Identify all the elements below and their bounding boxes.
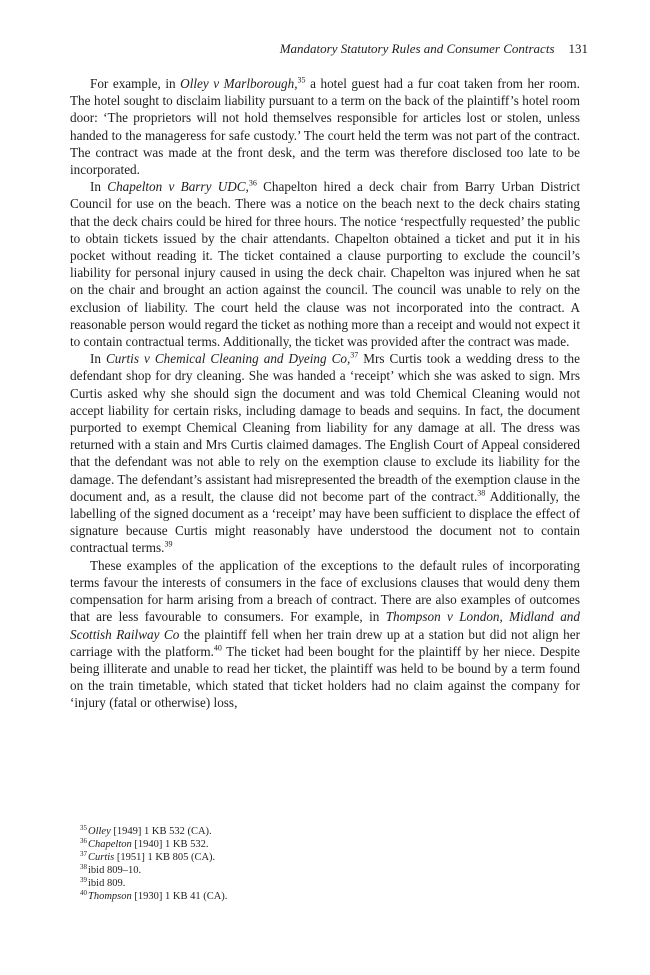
text-run: The ticket had been bought for the plaintiff by her niece. Despite being illiterate and unable to read her ticket, the plaintiff was held to be bound by a term found on the train timetable, which stated that ticket holders had no claim against the company for ‘injury (fatal or otherwise) loss, — [70, 643, 580, 711]
text-run: Chapelton hired a deck chair from Barry Urban District Council for use on the beach. There was a notice on the beach next to the deck chairs stating that the deck chairs could be hired for three hours. The notice ‘respectfully requested’ the public to obtain tickets issued by the chair attendants. Chapelton obtained a ticket and put it in his pocket without reading it. The ticket contained a clause purporting to exclude the council’s liability for personal injury caused in using the deck chair. Chapelton was injured when he sat on the chair and brought an action against the council. The council was unable to rely on the exclusion of liability. The court held the clause was not incorporated into the contract. A reasonable person would regard the ticket as nothing more than a receipt and would not expect it to contain contractual terms. Additionally, the ticket was provided after the contract was made. — [70, 179, 580, 350]
case-name: Olley v Marlborough, — [180, 76, 298, 91]
footnote-case-name: Olley — [88, 826, 111, 837]
footnote — [80, 851, 580, 864]
text-run: Additionally, the labelling of the signed document as a ‘receipt’ may have been sufficient to displace the effect of signature because Curtis might reasonably have understood the document not to contain contractual terms. — [70, 488, 580, 556]
footnote-ref: 38 — [477, 488, 486, 498]
body-paragraph — [70, 178, 580, 350]
footnote-number: 40 — [80, 888, 87, 897]
footnotes — [80, 825, 580, 903]
footnote — [80, 825, 580, 838]
case-name: Chapelton v Barry UDC, — [107, 179, 249, 195]
footnote — [80, 864, 580, 877]
footnote-ref: 37 — [350, 350, 359, 360]
text-run: the plaintiff fell when her train drew up at a station but did not align her carriage with the platform. — [70, 626, 580, 659]
footnote — [80, 838, 580, 851]
running-head — [280, 41, 588, 57]
text-run: In — [90, 179, 108, 195]
body-text — [70, 75, 580, 712]
footnote-number: 35 — [80, 823, 87, 832]
footnote-citation: ibid 809–10. — [88, 865, 142, 876]
footnote-number: 38 — [80, 862, 87, 871]
text-run: These examples of the application of the exceptions to the default rules of incorporating terms favour the interests of consumers in the face of exclusions clauses that would deny them compensation for harm arising from a breach of contract. There are also examples of outcomes that are less favourable to consumers. For example, in — [70, 557, 580, 625]
footnote-ref: 39 — [164, 540, 173, 550]
case-name: Curtis v Chemical Cleaning and Dyeing Co, — [106, 351, 351, 367]
footnote-number: 39 — [80, 875, 87, 884]
footnote-citation: [1940] 1 KB 532. — [131, 839, 209, 850]
footnote-ref: 40 — [213, 643, 222, 653]
footnote-ref: 36 — [248, 178, 257, 188]
text-run: a hotel guest had a fur coat taken from her room. The hotel sought to disclaim liability pursuant to a term on the back of the plaintiff’s hotel room door: ‘The proprietors will not hold themselves responsible for articles lost or stolen, unless handed to the manageress for safe custody.’ The court held the term was not part of the contract. The contract was made at the front desk, and the term was therefore disclosed too late to be incorporated. — [70, 76, 580, 178]
footnote-ref: 35 — [297, 75, 306, 85]
text-run: Mrs Curtis took a wedding dress to the defendant shop for dry cleaning. She was handed a ‘receipt’ which she was asked to sign. Mrs Curtis asked why she should sign the document and was told Chemical Cleaning would not accept liability for certain risks, including damage to beads and sequins. In fact, the document purported to exempt Chemical Cleaning from liability for any damage at all. The dress was returned with a stain and Mrs Curtis claimed damages. The English Court of Appeal considered that the defendant was not able to rely on the exemption clause to exclude its liability for the damage. The defendant’s assistant had misrepresented the breadth of the exemption clause in the document and, as a result, the clause did not become part of the contract. — [70, 351, 580, 504]
footnote — [80, 890, 580, 903]
body-paragraph — [70, 557, 580, 712]
running-title: Mandatory Statutory Rules and Consumer Contracts — [279, 41, 555, 56]
footnote-citation: [1949] 1 KB 532 (CA). — [110, 826, 212, 837]
footnote-citation: ibid 809. — [88, 878, 126, 889]
body-paragraph — [70, 75, 580, 178]
case-name: Thompson v London, Midland and Scottish Railway Co — [70, 609, 580, 642]
text-run: For example, in — [90, 76, 181, 91]
footnote-number: 37 — [80, 849, 87, 858]
footnote-case-name: Curtis — [88, 852, 115, 863]
footnote-number: 36 — [80, 836, 87, 845]
footnote-case-name: Chapelton — [88, 839, 132, 850]
footnote-citation: [1951] 1 KB 805 (CA). — [114, 852, 216, 863]
footnote-case-name: Thompson — [88, 891, 132, 902]
text-run: In — [90, 351, 106, 367]
page-number: 131 — [568, 41, 588, 56]
body-paragraph — [70, 350, 580, 556]
footnote — [80, 877, 580, 890]
footnote-citation: [1930] 1 KB 41 (CA). — [131, 891, 228, 902]
